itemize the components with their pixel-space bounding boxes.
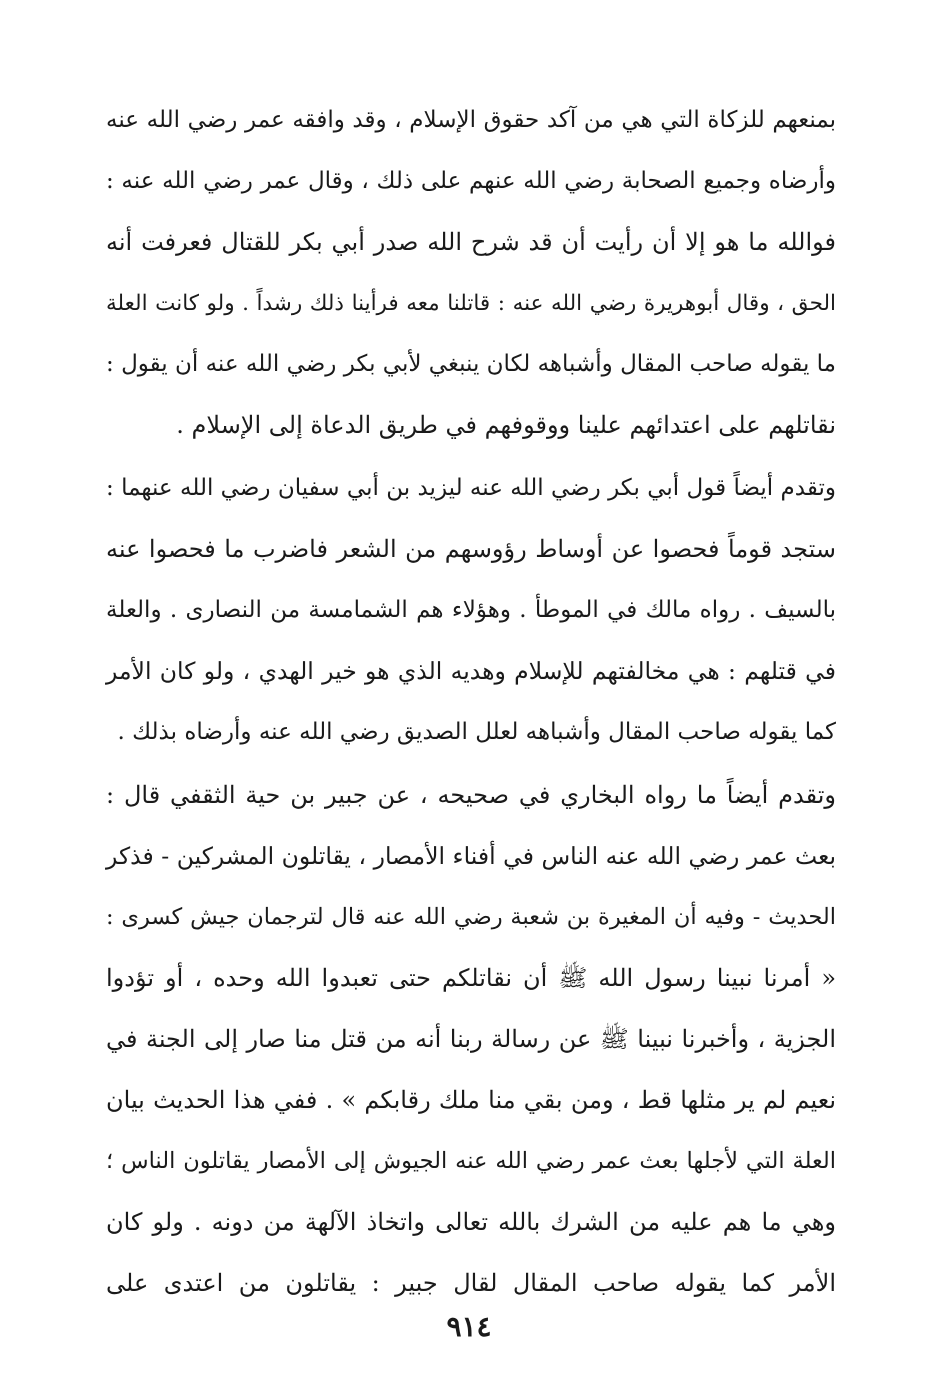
text-line: بعث عمر رضي الله عنه الناس في أفناء الأمصار ، يقاتلون المشركين - فذكر xyxy=(106,842,836,870)
text-line: وتقدم أيضاً ما رواه البخاري في صحيحه ، عن جبير بن حية الثقفي قال : xyxy=(106,781,836,809)
text-line: وتقدم أيضاً قول أبي بكر رضي الله عنه ليزيد بن أبي سفيان رضي الله عنهما : xyxy=(106,475,836,501)
page-number: ٩١٤ xyxy=(446,1310,492,1343)
text-line: كما يقوله صاحب المقال وأشباهه لعلل الصديق رضي الله عنه وأرضاه بذلك . xyxy=(117,719,836,745)
text-line: نقاتلهم على اعتدائهم علينا ووقوفهم في طريق الدعاة إلى الإسلام . xyxy=(176,411,836,439)
text-line: « أمرنا نبينا رسول الله ﷺ أن نقاتلكم حتى تعبدوا الله وحده ، أو تؤدوا xyxy=(106,964,836,992)
text-line: ستجد قوماً فحصوا عن أوساط رؤوسهم من الشعر فاضرب ما فحصوا عنه xyxy=(106,535,836,563)
text-line: في قتلهم : هي مخالفتهم للإسلام وهديه الذي هو خير الهدي ، ولو كان الأمر xyxy=(106,657,836,685)
text-line: نعيم لم ير مثلها قط ، ومن بقي منا ملك رقابكم » . ففي هذا الحديث بيان xyxy=(106,1086,836,1114)
text-line: الحق ، وقال أبوهريرة رضي الله عنه : قاتلنا معه فرأينا ذلك رشداً . ولو كانت العلة xyxy=(106,291,836,316)
paragraph-2 xyxy=(106,458,836,763)
text-line: وهي ما هم عليه من الشرك بالله تعالى واتخاذ الآلهة من دونه . ولو كان xyxy=(106,1208,836,1236)
text-line: وأرضاه وجميع الصحابة رضي الله عنهم على ذلك ، وقال عمر رضي الله عنه : xyxy=(106,168,836,194)
text-line: الأمر كما يقوله صاحب المقال لقال جبير : يقاتلون من اعتدى على xyxy=(106,1269,836,1297)
paragraph-3 xyxy=(106,765,836,1314)
text-line: العلة التي لأجلها بعث عمر رضي الله عنه الجيوش إلى الأمصار يقاتلون الناس ؛ xyxy=(106,1148,836,1174)
text-line: ما يقوله صاحب المقال وأشباهه لكان ينبغي لأبي بكر رضي الله عنه أن يقول : xyxy=(106,351,836,377)
text-line: بمنعهم للزكاة التي هي من آكد حقوق الإسلام ، وقد وافقه عمر رضي الله عنه xyxy=(106,107,836,133)
text-line: الجزية ، وأخبرنا نبينا ﷺ عن رسالة ربنا أنه من قتل منا صار إلى الجنة في xyxy=(106,1025,836,1053)
paragraph-1 xyxy=(106,90,836,456)
text-line: فوالله ما هو إلا أن رأيت أن قد شرح الله صدر أبي بكر للقتال فعرفت أنه xyxy=(106,228,836,256)
text-line: بالسيف . رواه مالك في الموطأ . وهؤلاء هم الشمامسة من النصارى . والعلة xyxy=(106,597,836,623)
text-line: الحديث - وفيه أن المغيرة بن شعبة رضي الله عنه قال لترجمان جيش كسرى : xyxy=(106,904,836,930)
